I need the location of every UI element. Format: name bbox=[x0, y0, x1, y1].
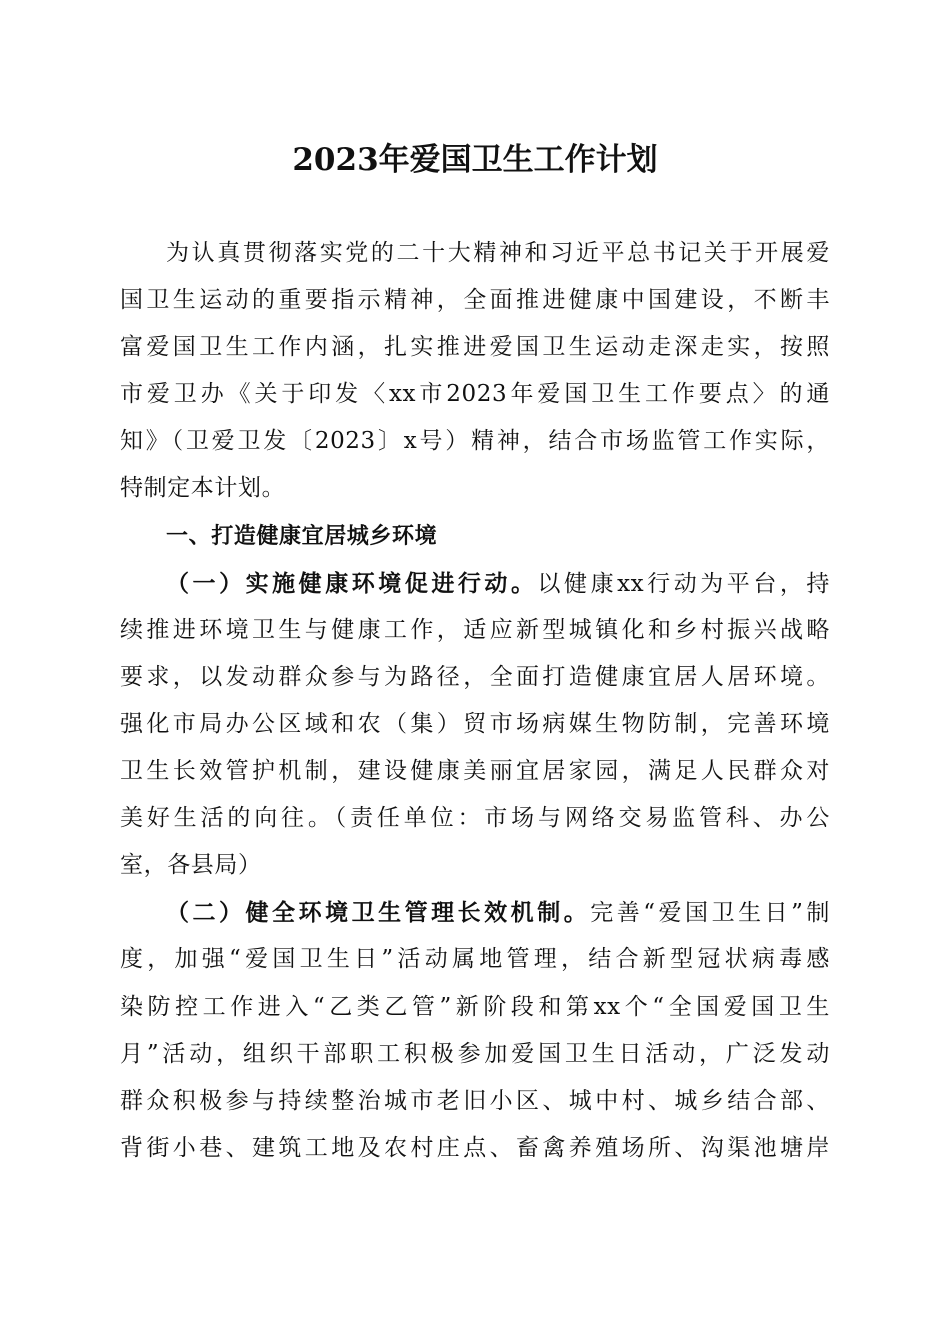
item1-first-line bbox=[120, 560, 830, 607]
item1-line: 室，各县局） bbox=[120, 852, 262, 879]
item2-line: 月”活动，组织干部职工积极参加爱国卫生日活动，广泛发动 bbox=[120, 1040, 830, 1067]
document-title: 2023年爱国卫生工作计划 bbox=[292, 142, 658, 178]
intro-line: 市爱卫办《关于印发〈xx市2023年爱国卫生工作要点〉的通 bbox=[120, 381, 830, 408]
item2-line: 度，加强“爱国卫生日”活动属地管理，结合新型冠状病毒感 bbox=[120, 946, 830, 973]
item2-line: 群众积极参与持续整治城市老旧小区、城中村、城乡结合部、 bbox=[120, 1087, 830, 1114]
item2-first-rest: 完善“爱国卫生日”制 bbox=[590, 900, 830, 927]
section-heading: 一、打造健康宜居城乡环境 bbox=[166, 523, 438, 549]
intro-line: 为认真贯彻落实党的二十大精神和习近平总书记关于开展爱 bbox=[166, 240, 830, 266]
item2-lead: （二）健全环境卫生管理长效机制。 bbox=[166, 899, 591, 927]
intro-line: 国卫生运动的重要指示精神，全面推进健康中国建设，不断丰 bbox=[120, 287, 830, 314]
item1-line: 要求，以发动群众参与为路径，全面打造健康宜居人居环境。 bbox=[120, 663, 830, 690]
item1-first-rest: 以健康xx行动为平台，持 bbox=[537, 570, 830, 597]
item2-line: 背街小巷、建筑工地及农村庄点、畜禽养殖场所、沟渠池塘岸 bbox=[120, 1134, 830, 1161]
document-body bbox=[120, 230, 830, 1172]
item1-line: 续推进环境卫生与健康工作，适应新型城镇化和乡村振兴战略 bbox=[120, 616, 830, 643]
item2-first-line bbox=[120, 889, 830, 936]
item1-line: 美好生活的向往。（责任单位：市场与网络交易监管科、办公 bbox=[120, 805, 830, 832]
intro-line: 富爱国卫生工作内涵，扎实推进爱国卫生运动走深走实，按照 bbox=[120, 334, 830, 361]
intro-line: 知》（卫爱卫发〔2023〕x号）精神，结合市场监管工作实际， bbox=[120, 428, 830, 455]
item1-line: 强化市局办公区域和农（集）贸市场病媒生物防制，完善环境 bbox=[120, 710, 830, 737]
intro-line: 特制定本计划。 bbox=[120, 475, 286, 502]
item2-line: 染防控工作进入“乙类乙管”新阶段和第xx个“全国爱国卫生 bbox=[120, 993, 830, 1020]
item1-lead: （一）实施健康环境促进行动。 bbox=[166, 569, 538, 597]
item1-line: 卫生长效管护机制，建设健康美丽宜居家园，满足人民群众对 bbox=[120, 758, 830, 785]
